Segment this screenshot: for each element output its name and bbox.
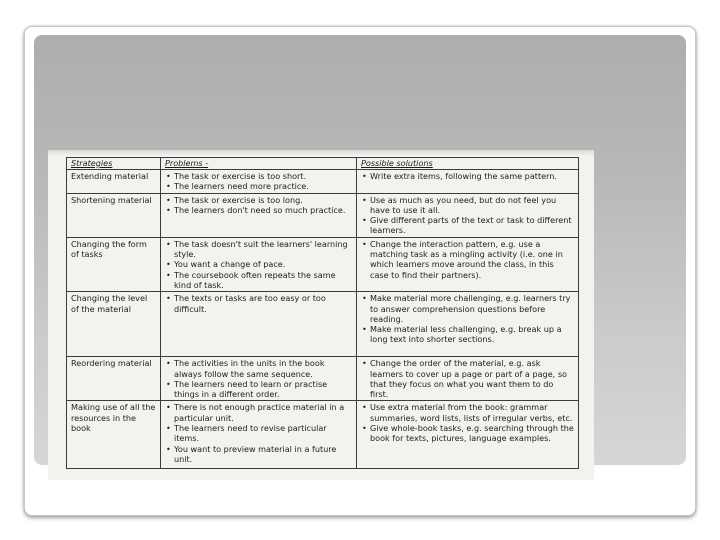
problem-item: • The learners need more practice. — [165, 181, 352, 191]
solution-item: • Give whole-book tasks, e.g. searching through the book for texts, pictures, language examples. — [361, 423, 574, 444]
problems-cell — [161, 401, 357, 469]
solutions-cell — [357, 237, 579, 291]
problem-item: • The texts or tasks are too easy or too difficult. — [165, 293, 352, 314]
solution-item: • Change the order of the material, e.g. ask learners to cover up a page or part of a page, so that they focus on what you want them to do first. — [361, 358, 574, 399]
problems-cell — [161, 357, 357, 401]
solutions-cell — [357, 292, 579, 357]
strategy-cell: Making use of all the resources in the book — [67, 401, 161, 469]
table-row — [67, 193, 579, 237]
problem-item: • You want a change of pace. — [165, 259, 352, 269]
strategy-cell: Shortening material — [67, 193, 161, 237]
strategy-cell: Changing the form of tasks — [67, 237, 161, 291]
solutions-cell — [357, 357, 579, 401]
solution-item: • Use extra material from the book: grammar summaries, word lists, lists of irregular verbs, etc. — [361, 402, 574, 423]
solutions-cell — [357, 170, 579, 194]
problem-item: • The activities in the units in the book always follow the same sequence. — [165, 358, 352, 379]
scanned-table-image — [48, 150, 594, 480]
table-row — [67, 357, 579, 401]
solution-item: • Use as much as you need, but do not feel you have to use it all. — [361, 195, 574, 216]
table-row — [67, 292, 579, 357]
solution-item: • Write extra items, following the same pattern. — [361, 171, 574, 181]
table-row — [67, 170, 579, 194]
table-row — [67, 401, 579, 469]
solutions-cell — [357, 401, 579, 469]
problem-item: • The coursebook often repeats the same kind of task. — [165, 270, 352, 291]
problem-item: • The task or exercise is too long. — [165, 195, 352, 205]
solution-item: • Make material more challenging, e.g. learners try to answer comprehension questions before reading. — [361, 293, 574, 324]
problem-item: • You want to preview material in a future unit. — [165, 444, 352, 465]
problem-item: • The learners need to learn or practise things in a different order. — [165, 379, 352, 400]
strategy-cell: Changing the level of the material — [67, 292, 161, 357]
problem-item: • There is not enough practice material in a particular unit. — [165, 402, 352, 423]
solution-item: • Change the interaction pattern, e.g. use a matching task as a mingling activity (i.e. one in which learners move around the class, in this case to find their partners). — [361, 239, 574, 280]
problem-item: • The task or exercise is too short. — [165, 171, 352, 181]
problem-item: • The learners need to revise particular items. — [165, 423, 352, 444]
header-possible-solutions: Possible solutions — [357, 158, 579, 170]
problems-cell — [161, 237, 357, 291]
problem-item: • The learners don't need so much practice. — [165, 205, 352, 215]
solutions-cell — [357, 193, 579, 237]
solution-item: • Make material less challenging, e.g. break up a long text into shorter sections. — [361, 324, 574, 345]
table-header-row — [67, 158, 579, 170]
problems-cell — [161, 170, 357, 194]
problems-cell — [161, 193, 357, 237]
strategies-table — [66, 157, 579, 469]
header-strategies: Strategies — [67, 158, 161, 170]
header-problems: Problems - — [161, 158, 357, 170]
strategy-cell: Reordering material — [67, 357, 161, 401]
solution-item: • Give different parts of the text or task to different learners. — [361, 215, 574, 236]
strategy-cell: Extending material — [67, 170, 161, 194]
problem-item: • The task doesn't suit the learners' learning style. — [165, 239, 352, 260]
problems-cell — [161, 292, 357, 357]
table-row — [67, 237, 579, 291]
